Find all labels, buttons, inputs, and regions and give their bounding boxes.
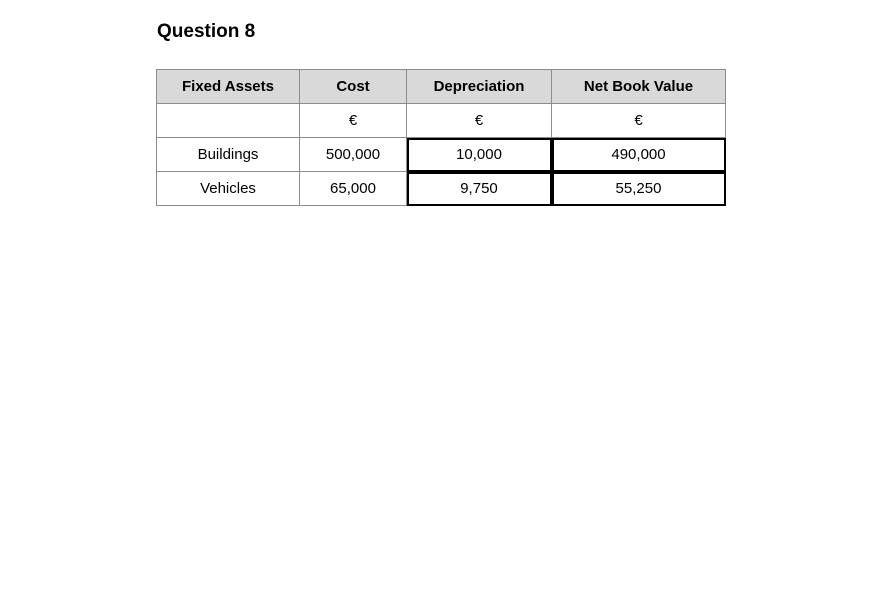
header-fixed-assets: Fixed Assets bbox=[157, 70, 300, 104]
table-row bbox=[157, 138, 726, 172]
depreciation-cell: 9,750 bbox=[407, 172, 552, 206]
fixed-assets-table bbox=[156, 69, 726, 206]
table-row bbox=[157, 172, 726, 206]
header-depreciation: Depreciation bbox=[407, 70, 552, 104]
header-row bbox=[157, 70, 726, 104]
asset-name-cell: Vehicles bbox=[157, 172, 300, 206]
net-book-value-cell: 55,250 bbox=[552, 172, 726, 206]
asset-name-cell: Buildings bbox=[157, 138, 300, 172]
header-cost: Cost bbox=[300, 70, 407, 104]
net-book-value-cell: 490,000 bbox=[552, 138, 726, 172]
header-net-book-value: Net Book Value bbox=[552, 70, 726, 104]
cost-cell: 65,000 bbox=[300, 172, 407, 206]
cost-cell: 500,000 bbox=[300, 138, 407, 172]
unit-net-book-value: € bbox=[552, 104, 726, 138]
unit-depreciation: € bbox=[407, 104, 552, 138]
unit-cost: € bbox=[300, 104, 407, 138]
units-row bbox=[157, 104, 726, 138]
question-heading: Question 8 bbox=[157, 21, 256, 42]
depreciation-cell: 10,000 bbox=[407, 138, 552, 172]
unit-fixed-assets bbox=[157, 104, 300, 138]
